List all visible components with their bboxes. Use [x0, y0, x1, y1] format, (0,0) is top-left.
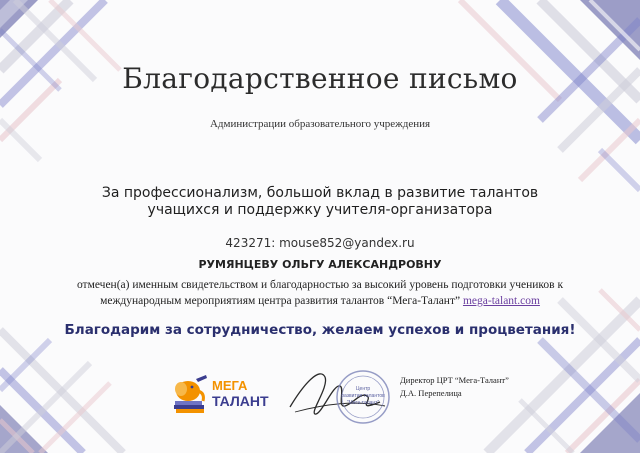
stamp-line: развития талантов — [341, 393, 385, 399]
award-reason-line: учащихся и поддержку учителя-организатора — [147, 202, 493, 218]
registration-id-email: 423271: mouse852@yandex.ru — [225, 236, 415, 250]
logo-text-talant: ТАЛАНТ — [212, 393, 269, 409]
award-reason-line: За профессионализм, большой вклад в развитие талантов — [101, 185, 539, 201]
certificate-body — [70, 277, 570, 309]
website-link[interactable]: mega-talant.com — [462, 295, 540, 307]
director-name: Д.А. Перепелица — [400, 388, 462, 398]
logo-text-mega: МЕГА — [212, 378, 248, 393]
stamp-line: Центр — [355, 386, 371, 392]
signature-and-stamp — [285, 362, 395, 432]
stamp-line: "Мега-талант" — [346, 400, 380, 406]
director-signature-block — [400, 374, 509, 400]
stamp-seal — [337, 371, 389, 423]
thanks-message: Благодарим за сотрудничество, желаем успехов и процветания! — [64, 322, 576, 338]
recipient-name: РУМЯНЦЕВУ ОЛЬГУ АЛЕКСАНДРОВНУ — [198, 258, 442, 271]
body-line — [70, 293, 570, 309]
certificate-title: Благодарственное письмо — [122, 62, 518, 95]
body-line-text: международным мероприятиям центра развития талантов “Мега-Талант” — [100, 295, 461, 307]
director-title: Директор ЦРТ “Мега-Талант” — [400, 375, 509, 385]
award-reason — [0, 185, 640, 219]
body-line: отмечен(а) именным свидетельством и благодарностью за высокий уровень подготовки учеников к — [76, 279, 564, 291]
elephant-books-icon — [172, 375, 210, 415]
mega-talant-logo — [172, 375, 272, 415]
certificate-subtitle: Администрации образовательного учреждения — [209, 118, 431, 130]
